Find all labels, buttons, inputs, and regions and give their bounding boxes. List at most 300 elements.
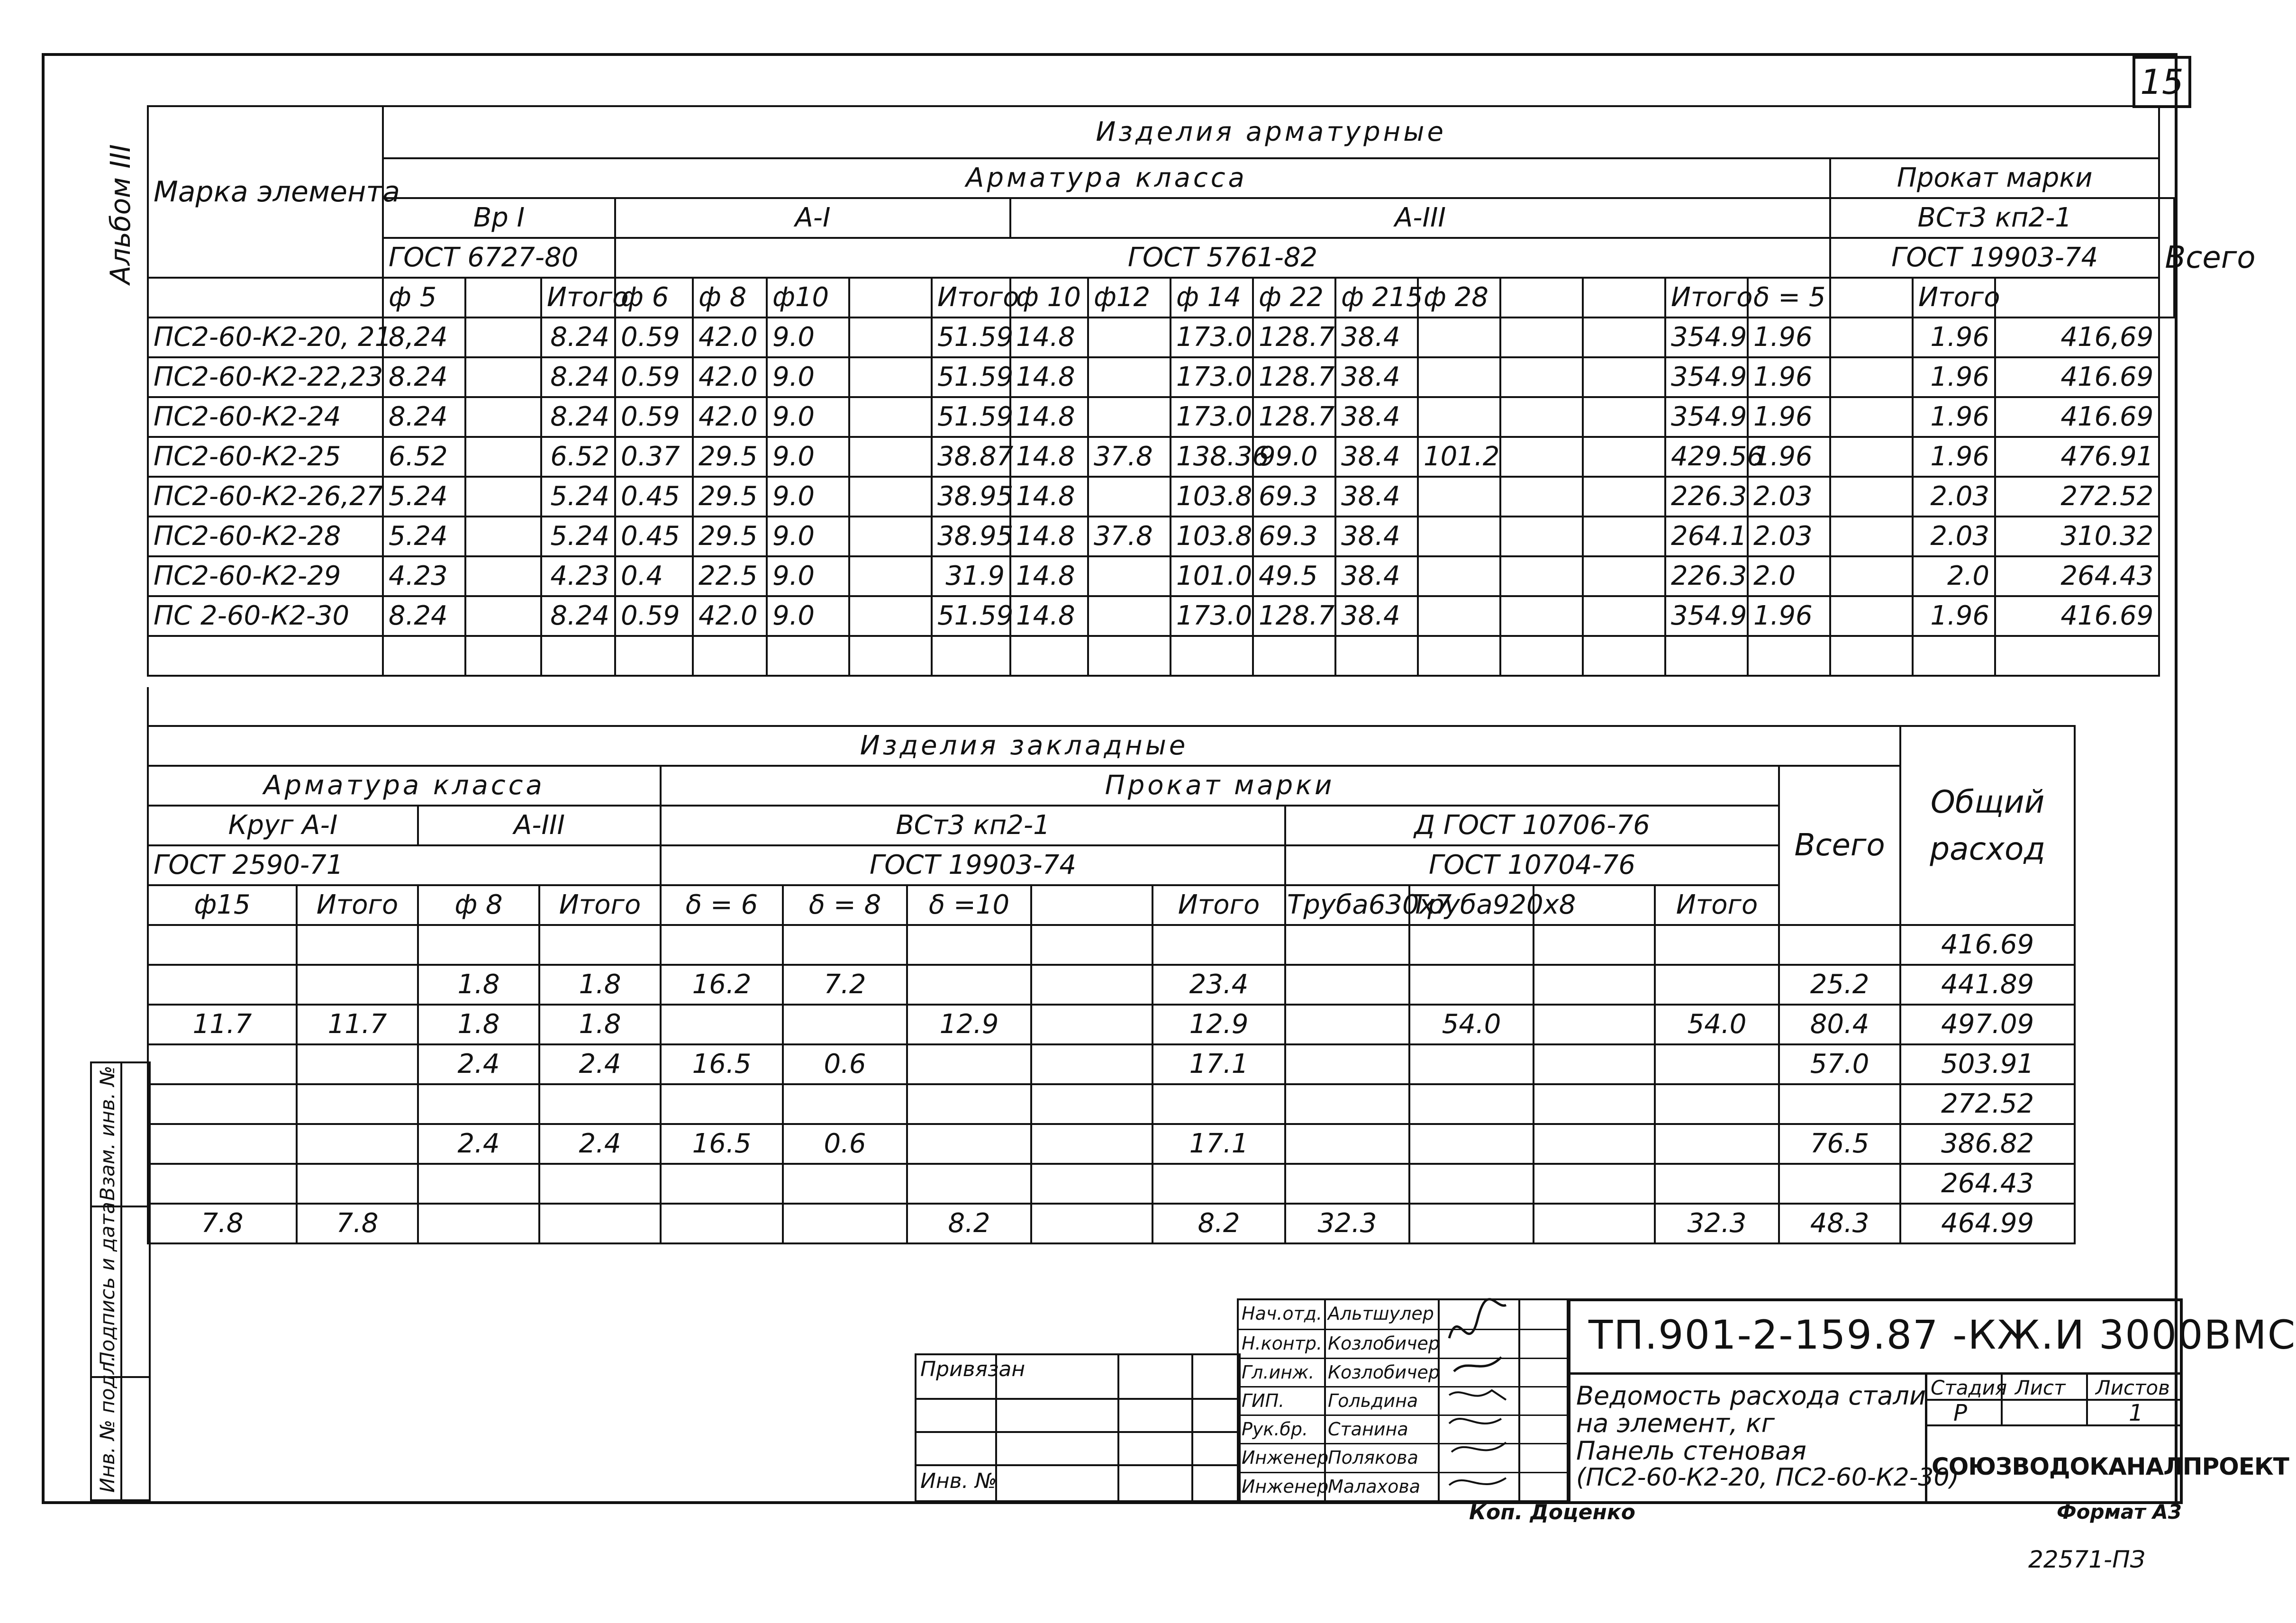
value-cell: 51.59 [932, 357, 1010, 397]
value-cell: 1.96 [1748, 437, 1830, 477]
value-cell [148, 1164, 297, 1204]
subheader-cell: ф 215 [1335, 278, 1418, 317]
value-cell [1583, 397, 1665, 437]
value-cell [1285, 965, 1409, 1005]
value-cell [1418, 596, 1500, 636]
value-cell [1583, 317, 1665, 357]
value-cell: 42.0 [693, 357, 767, 397]
armatura-class-header: Арматура класса [383, 158, 1830, 198]
value-cell: 38.4 [1335, 596, 1418, 636]
value-cell: 1.96 [1913, 596, 1995, 636]
value-cell: 128.7 [1253, 357, 1335, 397]
value-cell: 8.24 [541, 596, 615, 636]
table-row [148, 1005, 2075, 1044]
privyazan-label: Привязан [920, 1357, 1025, 1381]
value-cell [1418, 517, 1500, 556]
value-cell [1655, 1164, 1779, 1204]
value-cell: 0.37 [615, 437, 693, 477]
value-cell: 416,69 [1995, 317, 2159, 357]
embedded-body [148, 925, 2075, 1243]
subheader-cell: ф 8 [418, 885, 539, 925]
subheader-cell: ф10 [767, 278, 849, 317]
role-title: Гл.инж. [1242, 1361, 1315, 1383]
value-cell: 29.5 [693, 517, 767, 556]
subheader-cell: ф 10 [1010, 278, 1088, 317]
value-cell: 0.59 [615, 596, 693, 636]
value-cell [1285, 1044, 1409, 1084]
value-cell: 37.8 [1088, 517, 1171, 556]
embedded-table [147, 725, 2076, 1244]
value-cell: 51.59 [932, 596, 1010, 636]
role-title: Инженер [1242, 1476, 1329, 1497]
value-cell [418, 1084, 539, 1124]
value-cell [297, 1084, 418, 1124]
value-cell: 8.24 [383, 596, 465, 636]
value-cell [1655, 965, 1779, 1005]
drawing-code: ТП.901-2-159.87 -КЖ.И 3000ВМС [1588, 1312, 2296, 1358]
role-title: ГИП. [1242, 1390, 1285, 1411]
value-cell: 2.03 [1748, 517, 1830, 556]
subheader-cell: ф 22 [1253, 278, 1335, 317]
role-name: Полякова [1328, 1447, 1418, 1469]
value-cell: 31.9 [932, 556, 1010, 596]
embedded-prokat-header: Прокат марки [661, 766, 1779, 806]
value-cell: 1.96 [1913, 357, 1995, 397]
value-cell: 416.69 [1995, 596, 2159, 636]
subheader-cell: ф 5 [383, 278, 465, 317]
value-cell [1418, 556, 1500, 596]
subheader-cell: Итого [297, 885, 418, 925]
value-cell [297, 925, 418, 965]
value-cell [1500, 517, 1583, 556]
value-cell: 173.0 [1171, 397, 1253, 437]
sheets-label: Листов [2096, 1376, 2170, 1399]
role-name: Козлобичер [1328, 1333, 1440, 1354]
vst3-header: ВСт3 кп2-1 [1830, 198, 2159, 238]
value-cell [1031, 1164, 1153, 1204]
side-stamp-signature: Подпись и дата [96, 1202, 119, 1367]
value-cell [465, 397, 541, 437]
total-cell: 386.82 [1900, 1124, 2075, 1164]
value-cell: 8.24 [383, 357, 465, 397]
value-cell: 38.4 [1335, 517, 1418, 556]
value-cell: 1.96 [1748, 317, 1830, 357]
value-cell [1500, 596, 1583, 636]
value-cell [1418, 357, 1500, 397]
element-mark: ПС 2-60-К2-30 [148, 596, 383, 636]
table-row [148, 556, 2174, 596]
krug-header: Круг А-I [148, 806, 418, 845]
role-name: Альтшулер [1328, 1303, 1434, 1324]
value-cell: 14.8 [1010, 397, 1088, 437]
value-cell [1153, 925, 1285, 965]
value-cell: 5.24 [383, 517, 465, 556]
reinforcement-body [148, 317, 2174, 636]
value-cell: 38.87 [932, 437, 1010, 477]
value-cell [1031, 1084, 1153, 1124]
organization: СОЮЗВОДОКАНАЛПРОЕКТ [1932, 1453, 2289, 1480]
value-cell: 0.6 [783, 1044, 907, 1084]
value-cell: 54.0 [1655, 1005, 1779, 1044]
table-row [148, 1084, 2075, 1124]
value-cell [1088, 317, 1171, 357]
element-mark: ПС2-60-К2-29 [148, 556, 383, 596]
value-cell: 11.7 [148, 1005, 297, 1044]
value-cell: 173.0 [1171, 357, 1253, 397]
subheader-cell: δ = 6 [661, 885, 783, 925]
embedded-vst3-header: ВСт3 кп2-1 [661, 806, 1285, 845]
value-cell [1779, 925, 1900, 965]
value-cell [1409, 1124, 1534, 1164]
sheet-label: Лист [2015, 1376, 2066, 1399]
value-cell [1655, 1124, 1779, 1164]
table-row [148, 1204, 2075, 1243]
value-cell: 22.5 [693, 556, 767, 596]
value-cell: 8.24 [541, 357, 615, 397]
value-cell [1830, 517, 1913, 556]
value-cell [1285, 1164, 1409, 1204]
value-cell: 42.0 [693, 397, 767, 437]
embedded-a3-header: А-III [418, 806, 661, 845]
value-cell [1830, 397, 1913, 437]
value-cell: 38.95 [932, 517, 1010, 556]
reinforcement-subheader-row [148, 278, 2174, 317]
subheader-cell: Труба920х8 [1409, 885, 1534, 925]
subheader-cell: δ = 5 [1748, 278, 1830, 317]
value-cell: 1.8 [418, 965, 539, 1005]
side-stamp [90, 1061, 151, 1501]
value-cell: 0.59 [615, 357, 693, 397]
value-cell: 128.7 [1253, 596, 1335, 636]
value-cell [1779, 1084, 1900, 1124]
table-row [148, 1124, 2075, 1164]
value-cell: 14.8 [1010, 317, 1088, 357]
value-cell [783, 1084, 907, 1124]
table-row [148, 317, 2174, 357]
value-cell: 103.8 [1171, 477, 1253, 517]
value-cell [1500, 556, 1583, 596]
value-cell: 264.43 [1995, 556, 2159, 596]
value-cell [539, 1084, 661, 1124]
element-mark: ПС2-60-К2-26,27 [148, 477, 383, 517]
value-cell [1409, 965, 1534, 1005]
value-cell: 38.4 [1335, 556, 1418, 596]
value-cell: 51.59 [932, 397, 1010, 437]
sheet-number: 15 [2140, 62, 2184, 102]
copied-by: Коп. Доценко [1469, 1500, 1635, 1524]
value-cell [1534, 1005, 1655, 1044]
value-cell [849, 517, 932, 556]
value-cell: 8,24 [383, 317, 465, 357]
value-cell: 8.24 [383, 397, 465, 437]
value-cell: 0.45 [615, 517, 693, 556]
value-cell [418, 1204, 539, 1243]
subheader-cell: Итого [539, 885, 661, 925]
value-cell [1583, 556, 1665, 596]
value-cell [907, 965, 1031, 1005]
total-cell: 441.89 [1900, 965, 2075, 1005]
table-row [148, 477, 2174, 517]
table-row [148, 357, 2174, 397]
obshchiy-header: Общий расход [1900, 726, 2075, 925]
value-cell: 2.03 [1748, 477, 1830, 517]
value-cell [849, 317, 932, 357]
value-cell: 8.2 [907, 1204, 1031, 1243]
value-cell: 12.9 [1153, 1005, 1285, 1044]
subheader-cell [465, 278, 541, 317]
subheader-cell [1830, 278, 1913, 317]
value-cell: 17.1 [1153, 1044, 1285, 1084]
value-cell [297, 1124, 418, 1164]
value-cell: 310.32 [1995, 517, 2159, 556]
role-name: Станина [1328, 1419, 1408, 1440]
stage-label: Стадия [1931, 1376, 2007, 1399]
value-cell [1583, 477, 1665, 517]
value-cell [849, 357, 932, 397]
value-cell [1830, 556, 1913, 596]
value-cell: 7.2 [783, 965, 907, 1005]
value-cell: 416.69 [1995, 357, 2159, 397]
role-name: Гольдина [1328, 1390, 1418, 1411]
value-cell [1500, 317, 1583, 357]
value-cell: 173.0 [1171, 317, 1253, 357]
value-cell: 6.52 [383, 437, 465, 477]
subheader-cell: δ =10 [907, 885, 1031, 925]
value-cell: 7.8 [148, 1204, 297, 1243]
value-cell [1500, 397, 1583, 437]
value-cell: 128.7 [1253, 397, 1335, 437]
value-cell: 5.24 [383, 477, 465, 517]
value-cell: 7.8 [297, 1204, 418, 1243]
value-cell: 2.0 [1748, 556, 1830, 596]
value-cell: 38.4 [1335, 437, 1418, 477]
value-cell: 0.59 [615, 397, 693, 437]
value-cell: 476.91 [1995, 437, 2159, 477]
value-cell: 14.8 [1010, 357, 1088, 397]
subheader-cell: Итого [541, 278, 615, 317]
value-cell: 1.8 [418, 1005, 539, 1044]
side-stamp-vzam: Взам. инв. № [96, 1065, 119, 1201]
value-cell [1418, 397, 1500, 437]
value-cell [1088, 357, 1171, 397]
value-cell [1583, 517, 1665, 556]
role-title: Инженер [1242, 1447, 1329, 1469]
value-cell: 16.2 [661, 965, 783, 1005]
value-cell [907, 1044, 1031, 1084]
side-stamp-inv: Инв. № подл. [96, 1355, 119, 1493]
subheader-cell [1031, 885, 1153, 925]
value-cell: 1.96 [1748, 357, 1830, 397]
value-cell [1500, 357, 1583, 397]
value-cell [1031, 1124, 1153, 1164]
value-cell [1153, 1164, 1285, 1204]
value-cell [465, 317, 541, 357]
value-cell [465, 596, 541, 636]
value-cell: 2.4 [539, 1124, 661, 1164]
table-row [148, 437, 2174, 477]
gost-truba-header: ГОСТ 10704-76 [1285, 845, 1779, 885]
col-mark-header: Марка элемента [148, 106, 383, 278]
value-cell [661, 1164, 783, 1204]
value-cell [1088, 596, 1171, 636]
value-cell [1031, 1005, 1153, 1044]
gost-prokat-header: ГОСТ 19903-74 [1830, 238, 2159, 278]
value-cell: 5.24 [541, 517, 615, 556]
value-cell: 9.0 [767, 477, 849, 517]
value-cell [907, 925, 1031, 965]
value-cell [1031, 965, 1153, 1005]
value-cell: 38.4 [1335, 317, 1418, 357]
value-cell: 14.8 [1010, 556, 1088, 596]
value-cell [297, 1164, 418, 1204]
value-cell: 32.3 [1655, 1204, 1779, 1243]
value-cell: 5.24 [541, 477, 615, 517]
total-cell: 464.99 [1900, 1204, 2075, 1243]
value-cell: 429.56 [1665, 437, 1748, 477]
role-title: Н.контр. [1242, 1333, 1323, 1354]
value-cell: 101.2 [1418, 437, 1500, 477]
value-cell [1500, 437, 1583, 477]
format-label: Формат А3 [2057, 1500, 2182, 1523]
value-cell [907, 1124, 1031, 1164]
table-row [148, 596, 2174, 636]
bp1-header: Вр I [383, 198, 615, 238]
table-gap-border [147, 687, 2177, 725]
subheader-cell [849, 278, 932, 317]
value-cell: 69.3 [1253, 517, 1335, 556]
subheader-cell: Итого [932, 278, 1010, 317]
value-cell: 128.7 [1253, 317, 1335, 357]
inv-no-label: Инв. № [920, 1469, 997, 1493]
value-cell [465, 357, 541, 397]
value-cell: 29.5 [693, 477, 767, 517]
total-cell: 416.69 [1900, 925, 2075, 965]
value-cell [849, 397, 932, 437]
value-cell [1409, 1204, 1534, 1243]
value-cell [907, 1084, 1031, 1124]
value-cell [661, 1005, 783, 1044]
value-cell [783, 1005, 907, 1044]
stage-value: Р [1953, 1400, 1967, 1426]
value-cell: 11.7 [297, 1005, 418, 1044]
value-cell [1534, 1044, 1655, 1084]
value-cell: 1.8 [539, 1005, 661, 1044]
value-cell: 99.0 [1253, 437, 1335, 477]
value-cell: 1.8 [539, 965, 661, 1005]
sheet-number-box [2133, 56, 2191, 108]
value-cell [1830, 596, 1913, 636]
order-number: 22571-ПЗ [2028, 1546, 2145, 1573]
value-cell: 226.3 [1665, 477, 1748, 517]
a1-header: А-I [615, 198, 1010, 238]
value-cell [1285, 925, 1409, 965]
value-cell [1534, 965, 1655, 1005]
value-cell [1088, 397, 1171, 437]
value-cell [465, 556, 541, 596]
value-cell [539, 1204, 661, 1243]
value-cell [1409, 925, 1534, 965]
value-cell [1088, 556, 1171, 596]
value-cell: 14.8 [1010, 437, 1088, 477]
prokat-marki-header: Прокат марки [1830, 158, 2159, 198]
gost-a-header: ГОСТ 5761-82 [615, 238, 1830, 278]
value-cell: 29.5 [693, 437, 767, 477]
value-cell [1534, 1124, 1655, 1164]
subheader-cell: Итого [1665, 278, 1748, 317]
element-mark: ПС2-60-К2-22,23 [148, 357, 383, 397]
value-cell: 2.03 [1913, 517, 1995, 556]
embedded-armatura-header: Арматура класса [148, 766, 661, 806]
value-cell: 14.8 [1010, 477, 1088, 517]
value-cell: 38.95 [932, 477, 1010, 517]
subheader-cell: δ = 8 [783, 885, 907, 925]
total-cell: 272.52 [1900, 1084, 2075, 1124]
value-cell: 1.96 [1913, 397, 1995, 437]
value-cell: 2.4 [539, 1044, 661, 1084]
value-cell [297, 965, 418, 1005]
reinforcement-blank-row [148, 636, 2174, 676]
gost-krug-header: ГОСТ 2590-71 [148, 845, 661, 885]
value-cell [783, 1164, 907, 1204]
value-cell: 48.3 [1779, 1204, 1900, 1243]
value-cell [1830, 317, 1913, 357]
value-cell [1031, 925, 1153, 965]
value-cell [1779, 1164, 1900, 1204]
value-cell: 16.5 [661, 1124, 783, 1164]
description-line-3: Панель стеновая [1576, 1436, 1806, 1466]
subheader-cell: ф 14 [1171, 278, 1253, 317]
value-cell [1285, 1084, 1409, 1124]
value-cell [783, 1204, 907, 1243]
description-line-2: на элемент, кг [1576, 1408, 1775, 1438]
value-cell [1534, 925, 1655, 965]
value-cell [1830, 477, 1913, 517]
value-cell: 0.45 [615, 477, 693, 517]
role-name: Малахова [1328, 1476, 1421, 1497]
value-cell: 1.96 [1913, 437, 1995, 477]
value-cell: 2.4 [418, 1124, 539, 1164]
value-cell: 416.69 [1995, 397, 2159, 437]
value-cell [1583, 357, 1665, 397]
value-cell [783, 925, 907, 965]
value-cell [661, 1084, 783, 1124]
element-mark: ПС2-60-К2-24 [148, 397, 383, 437]
description-line-4: (ПС2-60-К2-20, ПС2-60-К2-30) [1576, 1463, 1959, 1492]
value-cell [148, 925, 297, 965]
value-cell: 69.3 [1253, 477, 1335, 517]
value-cell [1534, 1164, 1655, 1204]
value-cell: 8.24 [541, 317, 615, 357]
subheader-cell: Итого [1913, 278, 1995, 317]
value-cell: 14.8 [1010, 596, 1088, 636]
value-cell [1409, 1164, 1534, 1204]
value-cell [539, 925, 661, 965]
value-cell: 8.2 [1153, 1204, 1285, 1243]
sheets-value: 1 [2129, 1400, 2143, 1426]
value-cell: 0.59 [615, 317, 693, 357]
d-gost-header: Д ГОСТ 10706-76 [1285, 806, 1779, 845]
value-cell [1153, 1084, 1285, 1124]
value-cell [1534, 1204, 1655, 1243]
value-cell: 9.0 [767, 556, 849, 596]
subheader-cell: ф15 [148, 885, 297, 925]
value-cell [1031, 1204, 1153, 1243]
total-cell: 503.91 [1900, 1044, 2075, 1084]
value-cell [849, 596, 932, 636]
total-cell: 264.43 [1900, 1164, 2075, 1204]
value-cell: 25.2 [1779, 965, 1900, 1005]
value-cell: 12.9 [907, 1005, 1031, 1044]
